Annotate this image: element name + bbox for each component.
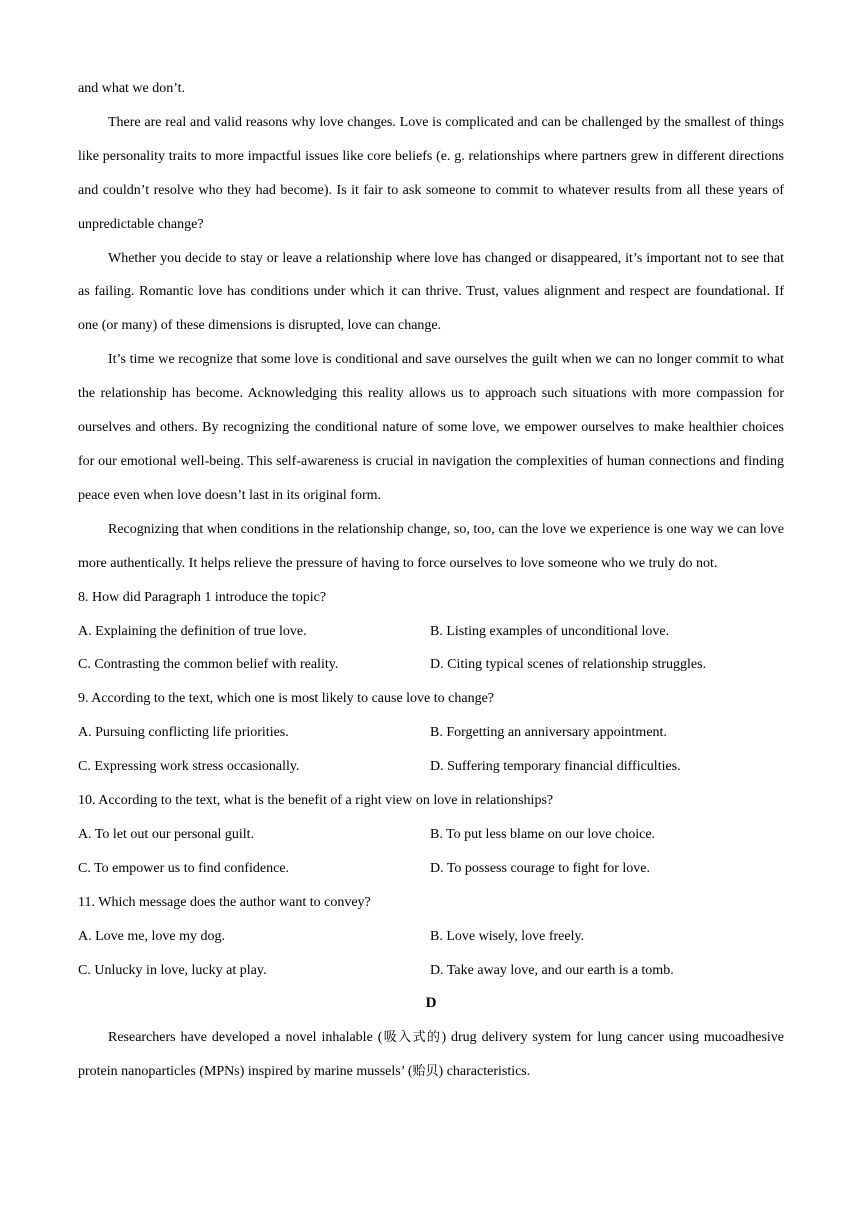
question-stem: 10. According to the text, what is the benefit of a right view on love in relationships? [78, 793, 554, 809]
option-b: B. Forgetting an anniversary appointment. [430, 725, 667, 741]
text-run: ) characteristics. [438, 1064, 531, 1080]
option-d: D. Suffering temporary financial difficulties. [430, 759, 681, 775]
option-c: C. Contrasting the common belief with reality. [78, 657, 339, 673]
chinese-gloss: 吸入式的 [382, 1030, 442, 1046]
option-a: A. Explaining the definition of true love. [78, 623, 307, 639]
option-d: D. Take away love, and our earth is a tomb. [430, 962, 674, 978]
option-c: C. To empower us to find confidence. [78, 860, 290, 876]
option-d: D. To possess courage to fight for love. [430, 860, 651, 876]
option-d: D. Citing typical scenes of relationship struggles. [430, 657, 707, 673]
option-b: B. To put less blame on our love choice. [430, 826, 656, 842]
question-8 [78, 581, 784, 683]
section-heading: D [425, 995, 437, 1012]
option-a: A. To let out our personal guilt. [78, 826, 255, 842]
passage-paragraph: It’s time we recognize that some love is conditional and save ourselves the guilt when we can no longer commit to what the relationship has become. Acknowledging this reality allows us to approach such situations with more compassion for ourselves and others. By recognizing the conditional nature of some love, we empower ourselves to make healthier choices for our emotional well-being. This self-awareness is crucial in navigation the complexities of human connections and finding peace even when love doesn’t last in its original form. [78, 352, 784, 503]
passage-paragraph: Whether you decide to stay or leave a relationship where love has changed or disappeared, it’s important not to see that as failing. Romantic love has conditions under which it can thrive. Trust, values alignment and respect are foundational. If one (or many) of these dimensions is disrupted, love can change. [78, 250, 784, 334]
question-9 [78, 682, 784, 784]
passage-paragraph: and what we don’t. [78, 81, 186, 96]
answer-options [78, 716, 784, 784]
document-body [78, 72, 784, 1089]
answer-options [78, 818, 784, 886]
passage-paragraph: There are real and valid reasons why love changes. Love is complicated and can be challenged by the smallest of things like personality traits to more impactful issues like core beliefs (e. g. relationships where partners grew in different directions and couldn’t resolve who they had become). Is it fair to ask someone to commit to whatever results from all these years of unpredictable change? [78, 114, 784, 232]
question-11 [78, 886, 784, 988]
text-run: ) drug delivery system for lung cancer using mucoadhesive protein nanoparticles (MPNs) inspired by marine mussels’ ( [78, 1030, 784, 1080]
passage-paragraph: Recognizing that when conditions in the relationship change, so, too, can the love we experience is one way we can love more authentically. It helps relieve the pressure of having to force ourselves to love someone who we truly do not. [78, 521, 784, 571]
passage-paragraph [78, 1021, 784, 1089]
question-stem: 9. According to the text, which one is most likely to cause love to change? [78, 691, 495, 707]
answer-options [78, 920, 784, 988]
question-10 [78, 784, 784, 886]
question-stem: 11. Which message does the author want to convey? [78, 894, 371, 910]
chinese-gloss: 贻贝 [412, 1064, 439, 1080]
option-a: A. Love me, love my dog. [78, 928, 225, 944]
question-stem: 8. How did Paragraph 1 introduce the topic? [78, 589, 327, 605]
option-c: C. Expressing work stress occasionally. [78, 759, 300, 775]
option-a: A. Pursuing conflicting life priorities. [78, 725, 289, 741]
option-b: B. Listing examples of unconditional love. [430, 623, 670, 639]
option-c: C. Unlucky in love, lucky at play. [78, 962, 267, 978]
option-b: B. Love wisely, love freely. [430, 928, 585, 944]
answer-options [78, 615, 784, 683]
text-run: Researchers have developed a novel inhalable ( [108, 1030, 383, 1046]
